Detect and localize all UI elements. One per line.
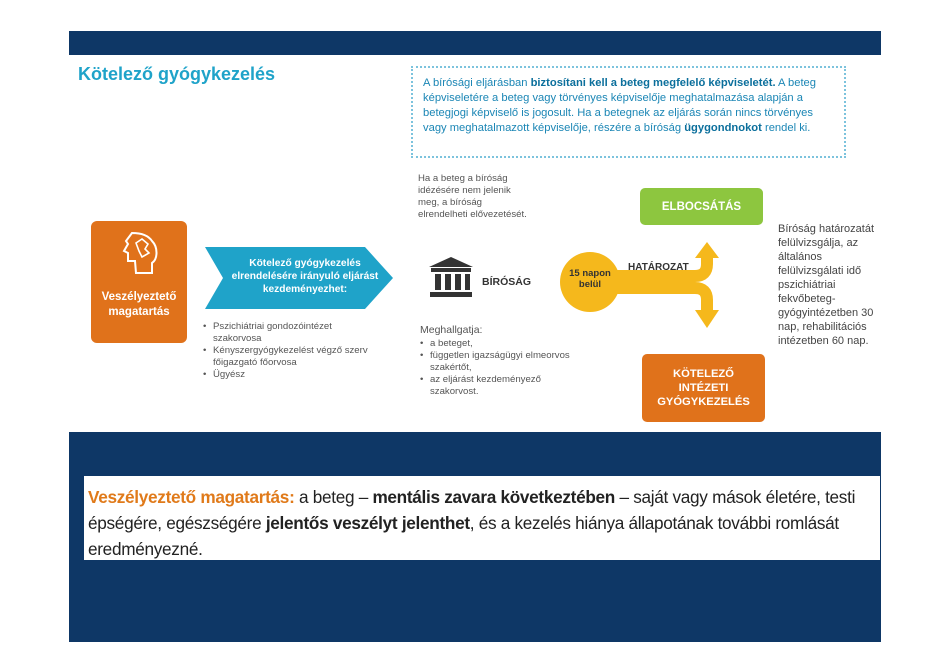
- initiator-list: [201, 321, 376, 381]
- hearing-title: Meghallgatja:: [420, 324, 483, 336]
- definition-part: – saját vagy mások életére, testi épségére, egészségére: [88, 487, 856, 533]
- court-summons-note: Ha a beteg a bíróság idézésére nem jelenik meg, a bíróság elrendelheti elővezetését.: [418, 173, 527, 220]
- top-banner: [69, 31, 881, 55]
- info-bold-1: biztosítani kell a beteg megfelelő képviseletét.: [530, 77, 776, 89]
- list-item: • a beteget,: [420, 338, 580, 350]
- deadline-line1: 15 napon: [569, 268, 611, 279]
- list-item: • Ügyész: [201, 369, 376, 381]
- orange-label-line2: magatartás: [108, 306, 170, 318]
- hearing-list: [420, 338, 580, 398]
- court-label: BÍRÓSÁG: [482, 276, 532, 288]
- definition-part: a beteg –: [294, 487, 373, 507]
- definition-bold: jelentős veszélyt jelenthet: [265, 513, 470, 533]
- decision-flow-arrows: [555, 238, 735, 343]
- info-text-3: rendel ki.: [761, 122, 811, 134]
- orange-label-line1: Veszélyeztető: [101, 291, 177, 303]
- mandatory-treatment-box: [642, 354, 765, 422]
- arrow-line1: Kötelező gyógykezelés: [249, 258, 361, 269]
- deadline-line2: belül: [578, 279, 602, 290]
- arrow-line2: elrendelésére irányuló eljárást: [231, 271, 379, 282]
- release-box: ELBOCSÁTÁS: [640, 188, 763, 225]
- list-item: • Pszichiátriai gondozóintézet szakorvosa: [201, 321, 376, 345]
- mandatory-line2: INTÉZETI: [678, 382, 729, 394]
- slide-title: Kötelező gyógykezelés: [78, 64, 276, 84]
- info-text-1: A bírósági eljárásban: [423, 77, 531, 89]
- definition-bold: mentális zavara következtében: [372, 487, 615, 507]
- representation-info-box: [411, 66, 846, 158]
- head-brain-icon: [118, 229, 160, 284]
- definition-part: , és a kezelés hiánya állapotának további romlását eredményezné.: [88, 513, 839, 559]
- deadline-label: [565, 268, 615, 290]
- courthouse-icon: [427, 255, 475, 304]
- decision-label: HATÁROZAT: [628, 262, 689, 273]
- mandatory-line3: GYÓGYKEZELÉS: [657, 396, 750, 408]
- definition-text: [88, 484, 878, 562]
- mandatory-line1: KÖTELEZŐ: [673, 368, 734, 380]
- initiation-arrow-text: [220, 257, 390, 296]
- info-text-2: A beteg képviseletére a beteg vagy törvényes képviselője meghatalmazása alapján a betegjogi képviselő is jogosult. Ha a betegnek az eljárás során nincs törvényes vagy meghatalmazott képviselője, részére a bíróság: [423, 77, 817, 134]
- definition-term: Veszélyeztető magatartás:: [88, 487, 295, 507]
- info-bold-2: ügygondnokot: [684, 122, 762, 134]
- review-note: Bíróság határozatát felülvizsgálja, az általános felülvizsgálati idő pszichiátriai fekvőbeteg-gyógyintézetben 30 nap, rehabilitációs intézetben 60 nap.: [778, 223, 875, 347]
- arrow-line3: kezdeményezhet:: [262, 284, 348, 295]
- list-item: • Kényszergyógykezelést végző szerv főigazgató főorvosa: [201, 345, 376, 369]
- dangerous-behaviour-label: [91, 290, 187, 320]
- list-item: • független igazságügyi elmeorvos szakértőt,: [420, 350, 580, 374]
- list-item: • az eljárást kezdeményező szakorvost.: [420, 374, 580, 398]
